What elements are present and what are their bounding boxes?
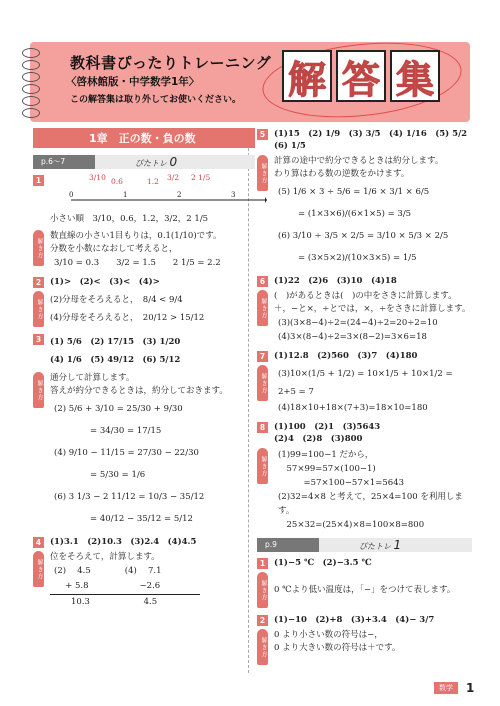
explanation-math: (1)99=100−1 だから， (278, 450, 374, 460)
tick-label: 3 (231, 191, 236, 199)
answer-text: (1)15 (2) 1/9 (3) 3/5 (4) 1/16 (5) 5/2 (6) 1/5 (274, 129, 476, 151)
explanation-r2 (257, 629, 472, 665)
explanation-tag: 解き方 (257, 448, 268, 484)
explanation-math: = 34/30 = 17/15 (90, 426, 162, 436)
explanation-math: = 40/12 − 35/12 = 5/12 (90, 514, 193, 524)
mark-label: 0.6 (111, 177, 123, 186)
page-number: 1 (466, 681, 475, 695)
question-5 (257, 128, 476, 152)
explanation-math: (4)18×10+18×(7+3)=18×10=180 (278, 403, 428, 413)
tick-label: 2 (177, 191, 182, 199)
question-2 (33, 276, 255, 288)
question-number: 1 (33, 175, 44, 186)
explanation-line: 答えが約分できるときは，約分しておきます。 (50, 386, 228, 396)
explanation-line: 計算の途中で約分できるときは約分します。 (274, 156, 444, 166)
answer-text: (1)12.8 (2)560 (3)7 (4)180 (274, 351, 418, 361)
answer-key-title (282, 50, 440, 102)
answer-text: (1)100 (2)1 (3)5643 (274, 422, 381, 432)
explanation-tag: 解き方 (257, 365, 268, 401)
explanation-math: (3)10×(1/5 + 1/2) = 10×1/5 + 10×1/2 = 2+5 = 7 (278, 369, 453, 397)
title-char: 答 (336, 50, 386, 102)
explanation-math: (3)(3×8−4)÷2=(24−4)÷2=20÷2=10 (278, 318, 438, 328)
answer-text: (1)> (2)< (3)< (4)> (50, 277, 160, 287)
book-edition: 〈啓林館版・中学数学1年〉 (66, 76, 200, 88)
explanation-line: (2)分母をそろえると， 8/4 < 9/4 (50, 295, 183, 305)
explanation-line: ( )があるときは( )の中をさきに計算します。 (274, 291, 457, 301)
page-range: p.9 (257, 538, 319, 552)
spiral-ring-icon (22, 48, 40, 58)
explanation-3 (33, 372, 255, 530)
explanation-tag: 解き方 (33, 372, 44, 408)
question-3 (33, 333, 255, 369)
chapter-heading: 1章 正の数・負の数 (33, 128, 255, 148)
explanation-math: (5) 1/6 × 3 ÷ 5/6 = 1/6 × 3/1 × 6/5 (278, 187, 430, 197)
answer-text: (1) 5/6 (2) 17/15 (3) 1/20 (50, 337, 181, 347)
explanation-tag: 解き方 (33, 230, 44, 266)
explanation-math: =57×100−57×1=5643 (278, 478, 405, 488)
page-range-bar (257, 538, 472, 552)
explanation-2 (33, 291, 255, 327)
explanation-math: (4) 9/10 − 11/15 = 27/30 − 22/30 (54, 448, 199, 458)
spiral-ring-icon (22, 108, 40, 118)
explanation-tag: 解き方 (257, 572, 268, 608)
answer-text: (1)−5 ℃ (2)−3.5 ℃ (274, 558, 372, 568)
page-footer (434, 681, 474, 695)
answer-text: (1)−10 (2)+8 (3)+3.4 (4)− 3/7 (274, 615, 435, 625)
answer-text: (4) 1/6 (5) 49/12 (6) 5/12 (50, 355, 181, 365)
explanation-math: (6) 3/10 ÷ 3/5 × 2/5 = 3/10 × 5/3 × 2/5 (278, 231, 449, 241)
explanation-math: (4)3×(8−4)÷2=3×(8−2)=3×6=18 (278, 332, 427, 342)
explanation-math: = (1×3×6)/(6×1×5) = 3/5 (298, 209, 412, 219)
explanation-5 (257, 155, 472, 269)
question-number: 6 (257, 276, 268, 287)
title-char: 解 (282, 50, 332, 102)
question-number: 3 (33, 334, 44, 345)
explanation-math: 25×32=(25×4)×8=100×8=800 (278, 520, 425, 530)
tick-label: 1 (123, 191, 128, 199)
spiral-ring-icon (22, 60, 40, 70)
explanation-math: = 5/30 = 1/6 (90, 470, 146, 480)
book-title: 教科書ぴったりトレーニング (70, 54, 272, 72)
right-column (257, 128, 476, 671)
explanation-line: わり算はわる数の逆数をかけます。 (274, 169, 410, 179)
explanation-math: (2)32=4×8 と考えて，25×4=100 を利用します。 (278, 492, 463, 516)
spiral-ring-icon (22, 96, 40, 106)
practice-label: ぴたトレ 1 (319, 538, 472, 552)
explanation-math: + 5.8 −2.6 (54, 581, 161, 591)
explanation-line: 通分して計算します。 (50, 373, 135, 383)
answer-order: 小さい順 3/10，0.6，1.2，3/2，2 1/5 (50, 214, 209, 224)
question-7 (257, 350, 472, 362)
question-r2 (257, 614, 472, 626)
question-number: 4 (33, 537, 44, 548)
left-column (33, 128, 255, 616)
removal-note: この解答集は取り外してお使いください。 (70, 95, 242, 105)
explanation-7 (257, 365, 472, 415)
question-number: 2 (33, 277, 44, 288)
answer-text: (1)22 (2)6 (3)10 (4)18 (274, 276, 397, 286)
explanation-line: 0 より小さい数の符号は−， (274, 630, 383, 640)
explanation-line: (4)分母をそろえると， 20/12 > 15/12 (50, 313, 205, 323)
explanation-line: ＋，−と×，÷とでは，×，÷をさきに計算します。 (274, 304, 471, 314)
answer-text: (2)4 (2)8 (3)800 (274, 434, 363, 444)
spiral-ring-icon (22, 72, 40, 82)
number-line (67, 174, 255, 210)
explanation-math: (2) 5/6 + 3/10 = 25/30 + 9/30 (54, 404, 183, 414)
mark-label: 3/10 (89, 173, 106, 182)
explanation-1 (33, 230, 255, 270)
explanation-8 (257, 448, 472, 532)
question-r1 (257, 557, 472, 569)
page-range: p.6〜7 (33, 155, 95, 169)
mark-label: 2 1/5 (191, 173, 211, 182)
explanation-tag: 解き方 (33, 291, 44, 327)
tick-label: 0 (69, 191, 74, 199)
explanation-line: 0 ℃より低い温度は，「−」をつけて表します。 (274, 584, 456, 595)
question-number: 2 (257, 615, 268, 626)
answer-text: (1)3.1 (2)10.3 (3)2.4 (4)4.5 (50, 537, 197, 547)
explanation-r1 (257, 572, 472, 608)
mark-label: 3/2 (167, 173, 180, 182)
explanation-math: 57×99=57×(100−1) (278, 464, 376, 474)
question-1 (33, 174, 255, 210)
explanation-tag: 解き方 (257, 155, 268, 191)
question-6 (257, 275, 472, 287)
explanation-4 (33, 551, 255, 610)
question-number: 5 (257, 129, 268, 140)
explanation-tag: 解き方 (257, 629, 268, 665)
question-number: 8 (257, 422, 268, 433)
question-4 (33, 536, 255, 548)
question-number: 1 (257, 558, 268, 569)
explanation-line: 位をそろえて，計算します。 (50, 552, 160, 562)
title-char: 集 (390, 50, 440, 102)
explanation-tag: 解き方 (33, 551, 44, 587)
page-range-bar (33, 155, 255, 169)
explanation-line: 0 より大きい数の符号は＋です。 (274, 643, 401, 653)
explanation-math: 10.3 4.5 (50, 594, 200, 610)
mark-label: 1.2 (147, 177, 159, 186)
explanation-line: 数直線の小さい1目もりは，0.1(1/10)です。 (50, 231, 222, 241)
explanation-math: (6) 3 1/3 − 2 11/12 = 10/3 − 35/12 (54, 492, 205, 502)
explanation-math: = (3×5×2)/(10×3×5) = 1/5 (298, 253, 417, 263)
practice-label: ぴたトレ 0 (95, 155, 255, 169)
question-8 (257, 421, 472, 445)
explanation-math: 3/10 = 0.3 3/2 = 1.5 2 1/5 = 2.2 (54, 258, 221, 268)
explanation-line: 分数を小数になおして考えると， (50, 244, 178, 254)
question-number: 7 (257, 351, 268, 362)
explanation-math: (2) 4.5 (4) 7.1 (54, 566, 162, 576)
explanation-6 (257, 290, 472, 344)
spiral-ring-icon (22, 84, 40, 94)
explanation-tag: 解き方 (257, 290, 268, 326)
subject-badge: 数学 (434, 682, 458, 694)
